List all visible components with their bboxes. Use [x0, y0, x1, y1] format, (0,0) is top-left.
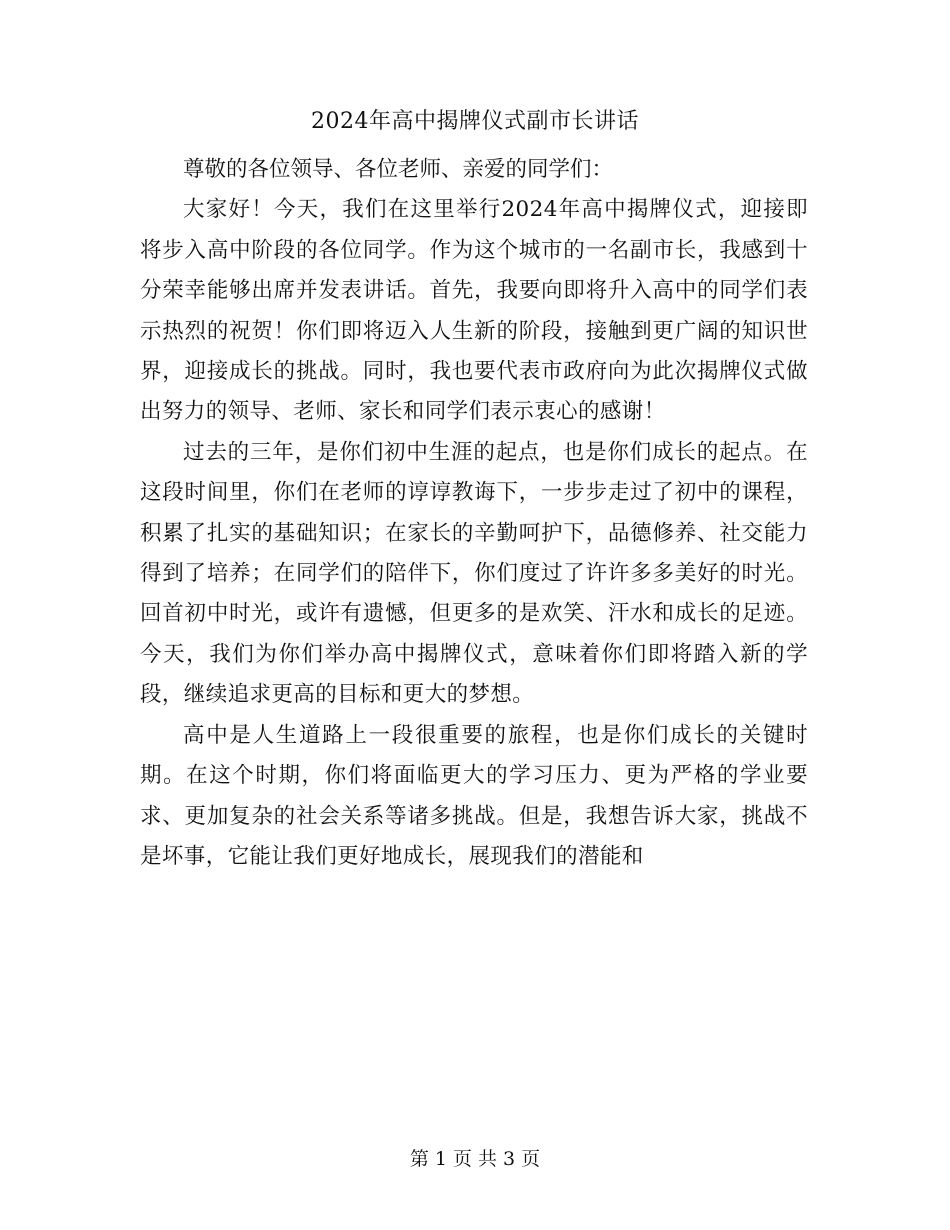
paragraph-1: 大家好！今天，我们在这里举行2024年高中揭牌仪式，迎接即将步入高中阶段的各位同学。作为这个城市的一名副市长，我感到十分荣幸能够出席并发表讲话。首先，我要向即将升入高中的同学们表示热烈的祝贺！你们即将迈入人生新的阶段，接触到更广阔的知识世界，迎接成长的挑战。同时，我也要代表市政府向为此次揭牌仪式做出努力的领导、老师、家长和同学们表示衷心的感谢！ [140, 197, 808, 425]
salutation: 尊敬的各位领导、各位老师、亲爱的同学们： [183, 157, 614, 182]
page-footer: 第 1 页 共 3 页 [409, 1148, 541, 1170]
document-title: 2024年高中揭牌仪式副市长讲话 [311, 109, 639, 134]
paragraph-2: 过去的三年，是你们初中生涯的起点，也是你们成长的起点。在这段时间里，你们在老师的谆谆教诲下，一步步走过了初中的课程，积累了扎实的基础知识；在家长的辛勤呵护下，品德修养、社交能力得到了培养；在同学们的陪伴下，你们度过了许许多多美好的时光。回首初中时光，或许有遗憾，但更多的是欢笑、汗水和成长的足迹。今天，我们为你们举办高中揭牌仪式，意味着你们即将踏入新的学段，继续追求更高的目标和更大的梦想。 [140, 439, 808, 708]
paragraph-3: 高中是人生道路上一段很重要的旅程，也是你们成长的关键时期。在这个时期，你们将面临更大的学习压力、更为严格的学业要求、更加复杂的社会关系等诸多挑战。但是，我想告诉大家，挑战不是坏事，它能让我们更好地成长，展现我们的潜能和 [140, 722, 808, 869]
document-body [140, 150, 808, 877]
